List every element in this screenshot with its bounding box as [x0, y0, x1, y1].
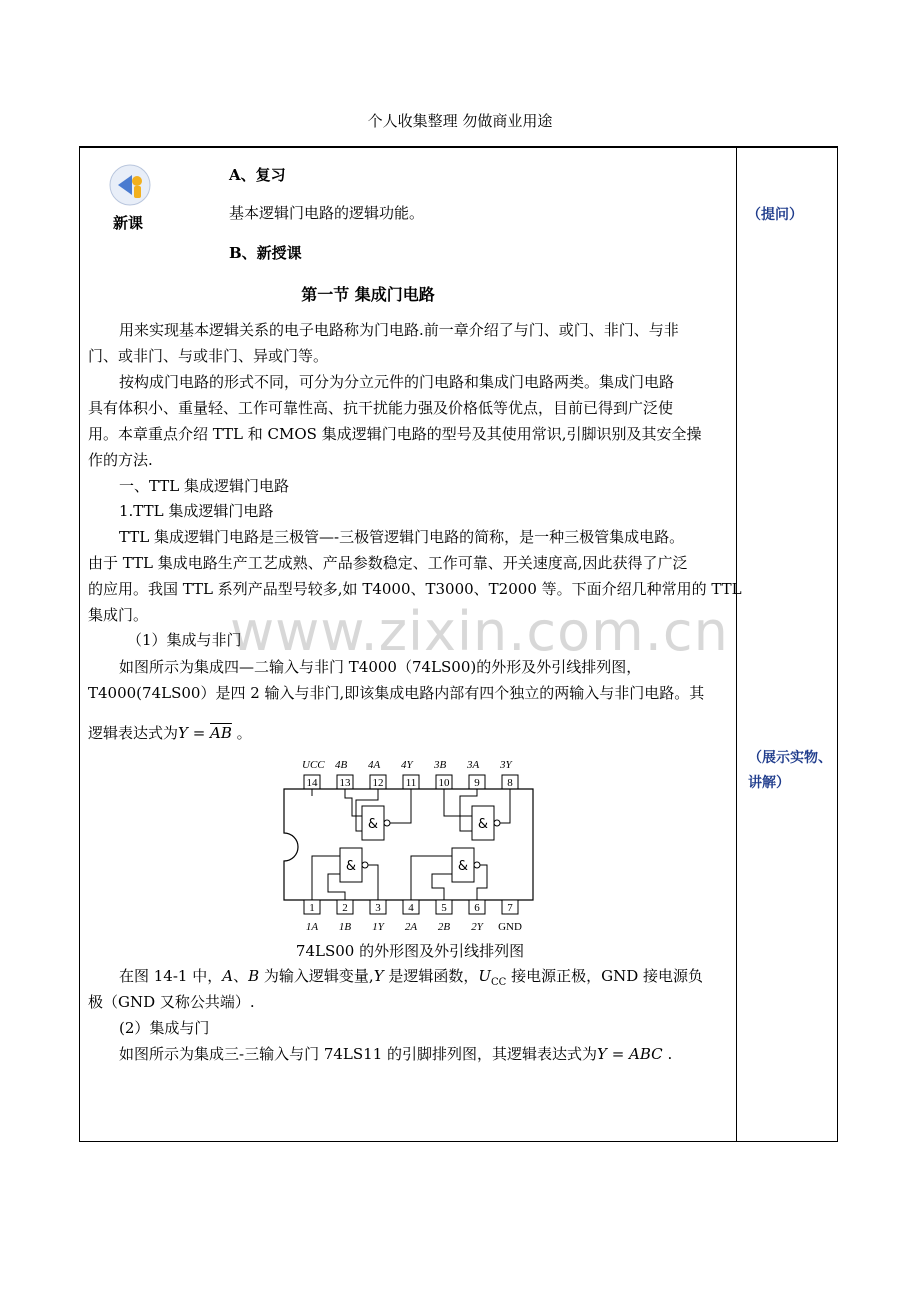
inverter-bubble [362, 862, 368, 868]
pin-label-bottom: GND [498, 921, 522, 933]
logic-expression-line [88, 721, 252, 745]
pin-label-bottom: 2A [404, 921, 418, 933]
gate-symbol: & [457, 859, 469, 874]
inverter-bubble [474, 862, 480, 868]
paragraph-line: 的应用。我国 TTL 系列产品型号较多,如 T4000、T3000、T2000 等。下面介绍几种常用的 TTL [88, 580, 742, 598]
paragraph-line: 门、或非门、与或非门、异或门等。 [88, 347, 329, 365]
pin-label-bottom: 2B [437, 921, 451, 933]
new-lesson-icon [108, 163, 152, 207]
pin-number-bottom: 5 [441, 902, 447, 914]
subheading: （1）集成与非门 [127, 631, 242, 649]
text: 为输入逻辑变量, [259, 967, 374, 985]
expression-prefix: 逻辑表达式为 [88, 724, 179, 742]
subheading: 1.TTL 集成逻辑门电路 [119, 502, 274, 520]
gate-symbol: & [367, 817, 379, 832]
pin-label-bottom: 1A [305, 921, 319, 933]
pin-label-top: 4Y [401, 759, 413, 771]
var-a: A [222, 967, 234, 985]
pin-number-bottom: 2 [342, 902, 348, 914]
expression-suffix: 。 [231, 724, 252, 742]
gate-symbol: & [477, 817, 489, 832]
paragraph-line: 由于 TTL 集成电路生产工艺成熟、产品参数稳定、工作可靠、开关速度高,因此获得了广泛 [88, 554, 688, 572]
var-b: B [248, 967, 260, 985]
subheading: 一、TTL 集成逻辑门电路 [119, 477, 290, 495]
chip-pinout-diagram [282, 756, 536, 936]
var-y: Y [178, 724, 188, 742]
nand-expression: $\overline{AB}$ [210, 724, 232, 742]
pin-number-bottom: 6 [474, 902, 480, 914]
paragraph-line: T4000(74LS00）是四 2 输入与非门,即该集成电路内部有四个独立的两输入与非门电路。其 [88, 684, 705, 702]
pin-number-top: 13 [339, 777, 351, 789]
pin-label-bottom: 1B [338, 921, 352, 933]
pin-number-top: 11 [405, 777, 417, 789]
figure-caption: 74LS00 的外形图及外引线排列图 [295, 942, 525, 960]
page-header: 个人收集整理 勿做商业用途 [367, 112, 553, 130]
pin-number-bottom: 3 [375, 902, 381, 914]
text: . [662, 1045, 673, 1063]
subheading: (2）集成与门 [119, 1019, 210, 1037]
pin-number-top: 8 [507, 777, 513, 789]
text: 、 [233, 967, 249, 985]
text: 接电源正极，GND 接电源负 [506, 967, 704, 985]
note-demo-line2: 讲解） [748, 775, 790, 791]
pin-number-top: 9 [474, 777, 480, 789]
note-demo-line1: （展示实物、 [748, 750, 832, 766]
pin-label-bottom: 2Y [471, 921, 483, 933]
paragraph-line: TTL 集成逻辑门电路是三极管—-三极管逻辑门电路的简称，是一种三极管集成电路。 [119, 528, 685, 546]
var-u: U [478, 967, 492, 985]
pin-label-top: UCC [302, 759, 325, 771]
gate-symbol: & [345, 859, 357, 874]
inverter-bubble [384, 820, 390, 826]
new-lesson-heading: B、新授课 [229, 244, 302, 262]
note-question: （提问） [747, 207, 803, 223]
pin-number-bottom: 1 [309, 902, 315, 914]
chip-body [284, 789, 533, 900]
inverter-bubble [494, 820, 500, 826]
var-y: Y [373, 967, 384, 985]
pin-number-top: 12 [372, 777, 384, 789]
text: 如图所示为集成三-三输入与门 74LS11 的引脚排列图，其逻辑表达式为 [119, 1045, 598, 1063]
paragraph-line: 集成门。 [88, 606, 149, 624]
text: 在图 14-1 中， [119, 967, 223, 985]
paragraph-line: 用。本章重点介绍 TTL 和 CMOS 集成逻辑门电路的型号及其使用常识,引脚识别及其安全操 [88, 425, 702, 443]
column-divider [736, 146, 737, 1142]
watermark: www.zixin.com.cn [230, 600, 729, 663]
review-text: 基本逻辑门电路的逻辑功能。 [229, 204, 425, 222]
pin-label-bottom: 1Y [372, 921, 384, 933]
pin-label-top: 4A [368, 759, 381, 771]
paragraph-line: 如图所示为集成四—二输入与非门 T4000（74LS00)的外形及外引线排列图， [119, 658, 642, 676]
paragraph-line: 极（GND 又称公共端）. [88, 993, 255, 1011]
new-lesson-label: 新课 [113, 214, 144, 232]
pin-label-top: 3A [467, 759, 480, 771]
and-expression: ABC [629, 1045, 663, 1063]
var-y: Y [597, 1045, 607, 1063]
paragraph-line: 具有体积小、重量轻、工作可靠性高、抗干扰能力强及价格低等优点，目前已得到广泛使 [88, 399, 674, 417]
section-title: 第一节 集成门电路 [301, 285, 435, 304]
subscript-cc: CC [491, 977, 507, 988]
pin-number-top: 14 [306, 777, 318, 789]
paragraph-line: 作的方法. [88, 451, 153, 469]
paragraph-line: 按构成门电路的形式不同，可分为分立元件的门电路和集成门电路两类。集成门电路 [119, 373, 675, 391]
equals-sign: = [606, 1045, 630, 1063]
pin-label-top: 3B [434, 759, 447, 771]
pin-number-bottom: 7 [507, 902, 513, 914]
pin-number-top: 10 [438, 777, 450, 789]
paragraph-line [119, 1042, 672, 1066]
pin-number-bottom: 4 [408, 902, 414, 914]
pin-label-top: 4B [335, 759, 348, 771]
review-heading: A、复习 [229, 166, 286, 184]
paragraph-line: 用来实现基本逻辑关系的电子电路称为门电路.前一章介绍了与门、或门、非门、与非 [119, 321, 679, 339]
pin-label-top: 3Y [500, 759, 512, 771]
text: 是逻辑函数， [383, 967, 479, 985]
equals-sign: = [187, 724, 211, 742]
